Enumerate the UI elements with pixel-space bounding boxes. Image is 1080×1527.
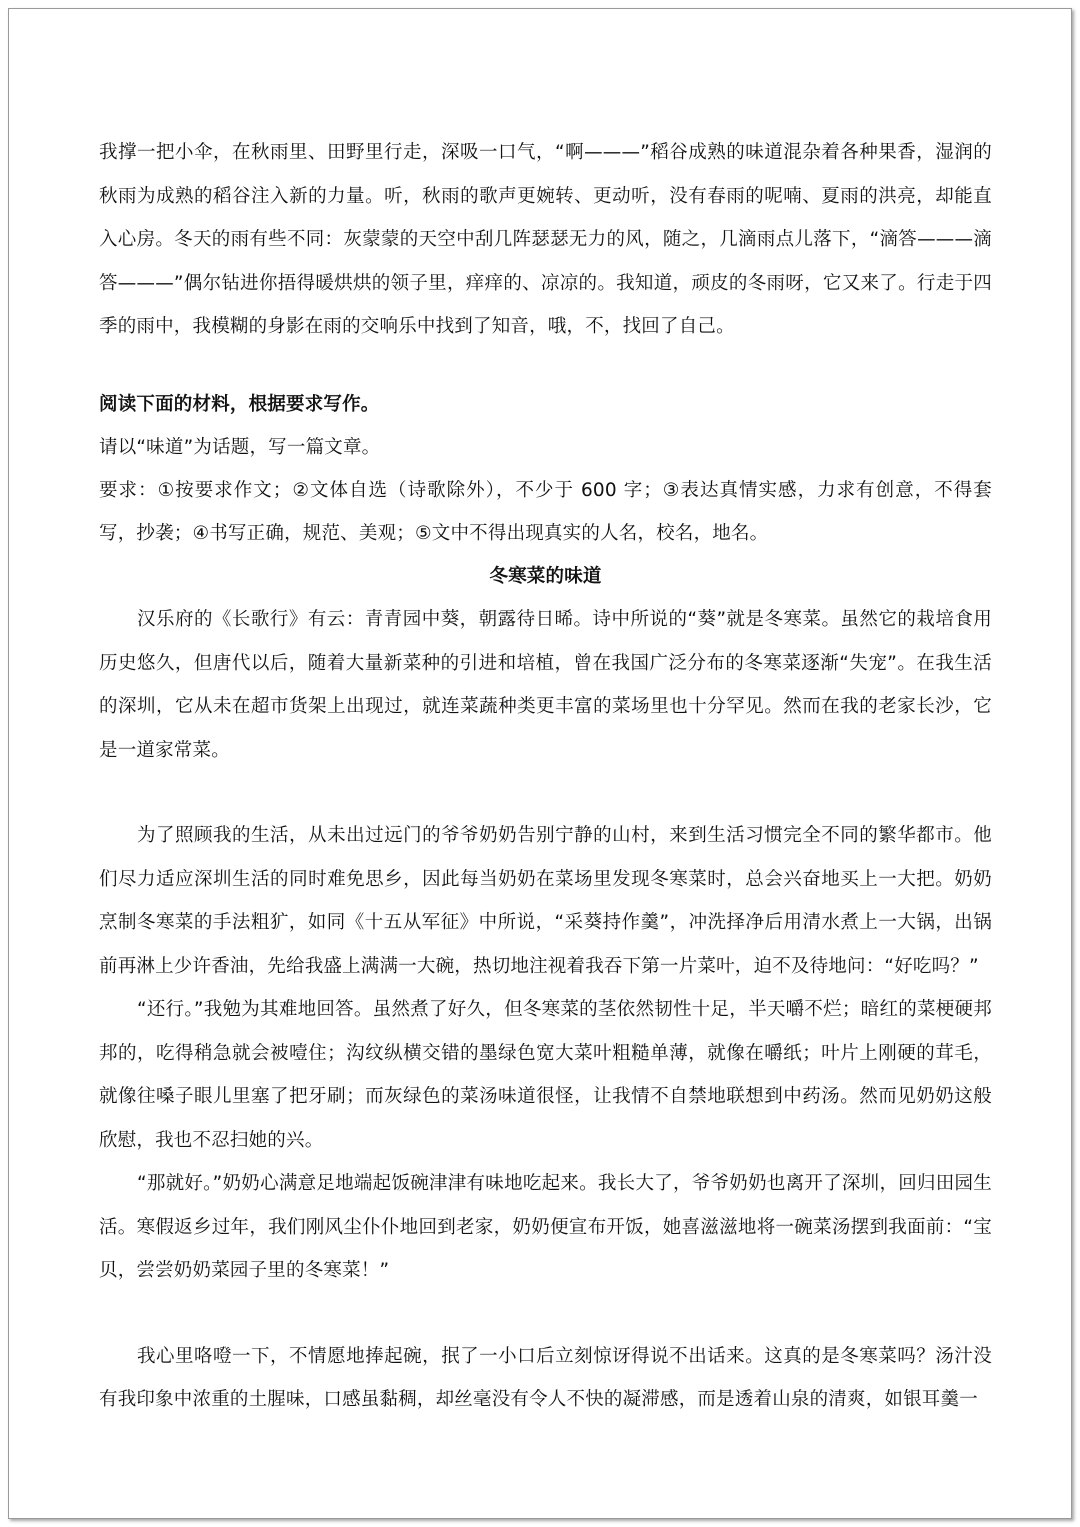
essay-paragraph: 汉乐府的《长歌行》有云：青青园中葵，朝露待日晞。诗中所说的“葵”就是冬寒菜。虽然它的栽培食用历史悠久，但唐代以后，随着大量新菜种的引进和培植，曾在我国广泛分布的冬寒菜逐渐“失宠”。在我生活的深圳，它从未在超市货架上出现过，就连菜蔬种类更丰富的菜场里也十分罕见。然而在我的老家长沙，它是一道家常菜。 — [99, 609, 992, 761]
document-body — [99, 131, 992, 1422]
essay-paragraph: 为了照顾我的生活，从未出过远门的爷爷奶奶告别宁静的山村，来到生活习惯完全不同的繁华都市。他们尽力适应深圳生活的同时难免思乡，因此每当奶奶在菜场里发现冬寒菜时，总会兴奋地买上一大把。奶奶烹制冬寒菜的手法粗犷，如同《十五从军征》中所说，“采葵持作羹”，冲洗择净后用清水煮上一大锅，出锅前再淋上少许香油，先给我盛上满满一大碗，热切地注视着我吞下第一片菜叶，迫不及待地问：“好吃吗？” — [99, 825, 992, 977]
spacer — [99, 772, 992, 814]
task-instruction: 阅读下面的材料，根据要求写作。 — [99, 393, 380, 415]
essay-paragraph: “还行。”我勉为其难地回答。虽然煮了好久，但冬寒菜的茎依然韧性十足，半天嚼不烂；暗红的菜梗硬邦邦的，吃得稍急就会被噎住；沟纹纵横交错的墨绿色宽大菜叶粗糙单薄，就像在嚼纸；叶片上刚硬的茸毛，就像往嗓子眼儿里塞了把牙刷；而灰绿色的菜汤味道很怪，让我情不自禁地联想到中药汤。然而见奶奶这般欣慰，我也不忍扫她的兴。 — [99, 999, 992, 1151]
essay-paragraph: 我心里咯噔一下，不情愿地捧起碗，抿了一小口后立刻惊讶得说不出话来。这真的是冬寒菜吗？汤汁没有我印象中浓重的土腥味，口感虽黏稠，却丝毫没有令人不快的凝滞感，而是透着山泉的清爽，如银耳羹一 — [99, 1345, 992, 1410]
task-requirements: 要求：①按要求作文；②文体自选（诗歌除外），不少于 600 字；③表达真情实感，力求有创意，不得套写，抄袭；④书写正确，规范、美观；⑤文中不得出现真实的人名，校名，地名。 — [99, 479, 992, 544]
task-topic: 请以“味道”为话题，写一篇文章。 — [99, 436, 381, 458]
essay-paragraph: “那就好。”奶奶心满意足地端起饭碗津津有味地吃起来。我长大了，爷爷奶奶也离开了深圳，回归田园生活。寒假返乡过年，我们刚风尘仆仆地回到老家，奶奶便宣布开饭，她喜滋滋地将一碗菜汤摆到我面前：“宝贝，尝尝奶奶菜园子里的冬寒菜！” — [99, 1173, 992, 1281]
spacer — [99, 1293, 992, 1335]
intro-paragraph: 我撑一把小伞，在秋雨里、田野里行走，深吸一口气，“啊———”稻谷成熟的味道混杂着各种果香，湿润的秋雨为成熟的稻谷注入新的力量。听，秋雨的歌声更婉转、更动听，没有春雨的呢喃、夏雨的洪亮，却能直入心房。冬天的雨有些不同：灰蒙蒙的天空中刮几阵瑟瑟无力的风，随之，几滴雨点儿落下，“滴答———滴答———”偶尔钻进你捂得暖烘烘的领子里，痒痒的、凉凉的。我知道，顽皮的冬雨呀，它又来了。行走于四季的雨中，我模糊的身影在雨的交响乐中找到了知音，哦，不，找回了自己。 — [99, 142, 992, 337]
essay-title: 冬寒菜的味道 — [489, 565, 602, 587]
spacer — [99, 349, 992, 383]
